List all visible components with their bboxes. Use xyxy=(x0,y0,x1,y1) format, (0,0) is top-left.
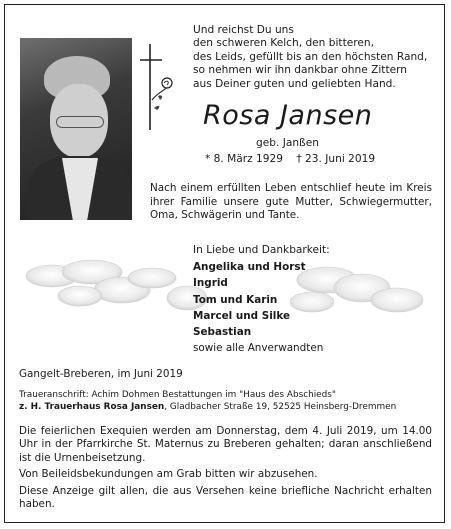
birth-date: * 8. März 1929 xyxy=(205,153,284,165)
condolence-paragraph: Von Beileidsbekundungen am Grab bitten wir abzusehen. xyxy=(19,468,318,481)
address-line-2 xyxy=(19,401,396,413)
deceased-name: Rosa Jansen xyxy=(203,100,373,131)
service-details xyxy=(19,425,432,514)
mourner-name: Angelika und Horst xyxy=(193,261,306,273)
verse-poem xyxy=(193,24,427,91)
mourner-name: Sebastian xyxy=(193,326,252,339)
verse-line: Und reichst Du uns xyxy=(193,24,294,36)
notice-paragraph: Diese Anzeige gilt allen, die aus Versehen keine briefliche Nachricht erhalten haben. xyxy=(19,484,432,511)
gratitude-line: In Liebe und Dankbarkeit: xyxy=(193,244,330,256)
place-date: Gangelt-Breberen, im Juni 2019 xyxy=(19,368,183,380)
address-line-1: Traueranschrift: Achim Dohmen Bestattungen im "Haus des Abschieds" xyxy=(19,390,336,400)
announcement-text: Nach einem erfüllten Leben entschlief heute im Kreis ihrer Familie unsere gute Mutter, Schwiegermutter, Oma, Schwägerin und Tante. xyxy=(150,182,432,222)
funeral-paragraph: Die feierlichen Exequien werden am Donnerstag, dem 4. Juli 2019, um 14.00 Uhr in der Pfarrkirche St. Maternus zu Breberen gehalten; daran anschließend ist die Urnenbeisetzung. xyxy=(19,425,432,464)
life-dates xyxy=(205,153,385,165)
relatives-line: sowie alle Anverwandten xyxy=(193,342,324,355)
verse-line: aus Deiner guten und geliebten Hand. xyxy=(193,77,396,90)
mourner-name: Tom und Karin xyxy=(193,293,278,306)
address-street: , Gladbacher Straße 19, 52525 Heinsberg-Dremmen xyxy=(164,402,397,413)
birth-name: geb. Janßen xyxy=(256,137,319,149)
cross-with-rose-icon xyxy=(138,42,176,132)
death-date: † 23. Juni 2019 xyxy=(296,153,376,165)
address-recipient: z. H. Trauerhaus Rosa Jansen xyxy=(19,402,165,413)
verse-line: den schweren Kelch, den bitteren, xyxy=(193,37,374,50)
mourner-name: Marcel und Silke xyxy=(193,309,290,322)
mourner-name: Ingrid xyxy=(193,277,228,290)
verse-line: des Leids, gefüllt bis an den höchsten Rand, xyxy=(193,50,428,63)
verse-line: so nehmen wir ihn dankbar ohne Zittern xyxy=(193,64,408,77)
portrait-photo xyxy=(20,38,132,220)
mourners-list xyxy=(193,259,323,357)
mourning-address xyxy=(19,389,396,414)
